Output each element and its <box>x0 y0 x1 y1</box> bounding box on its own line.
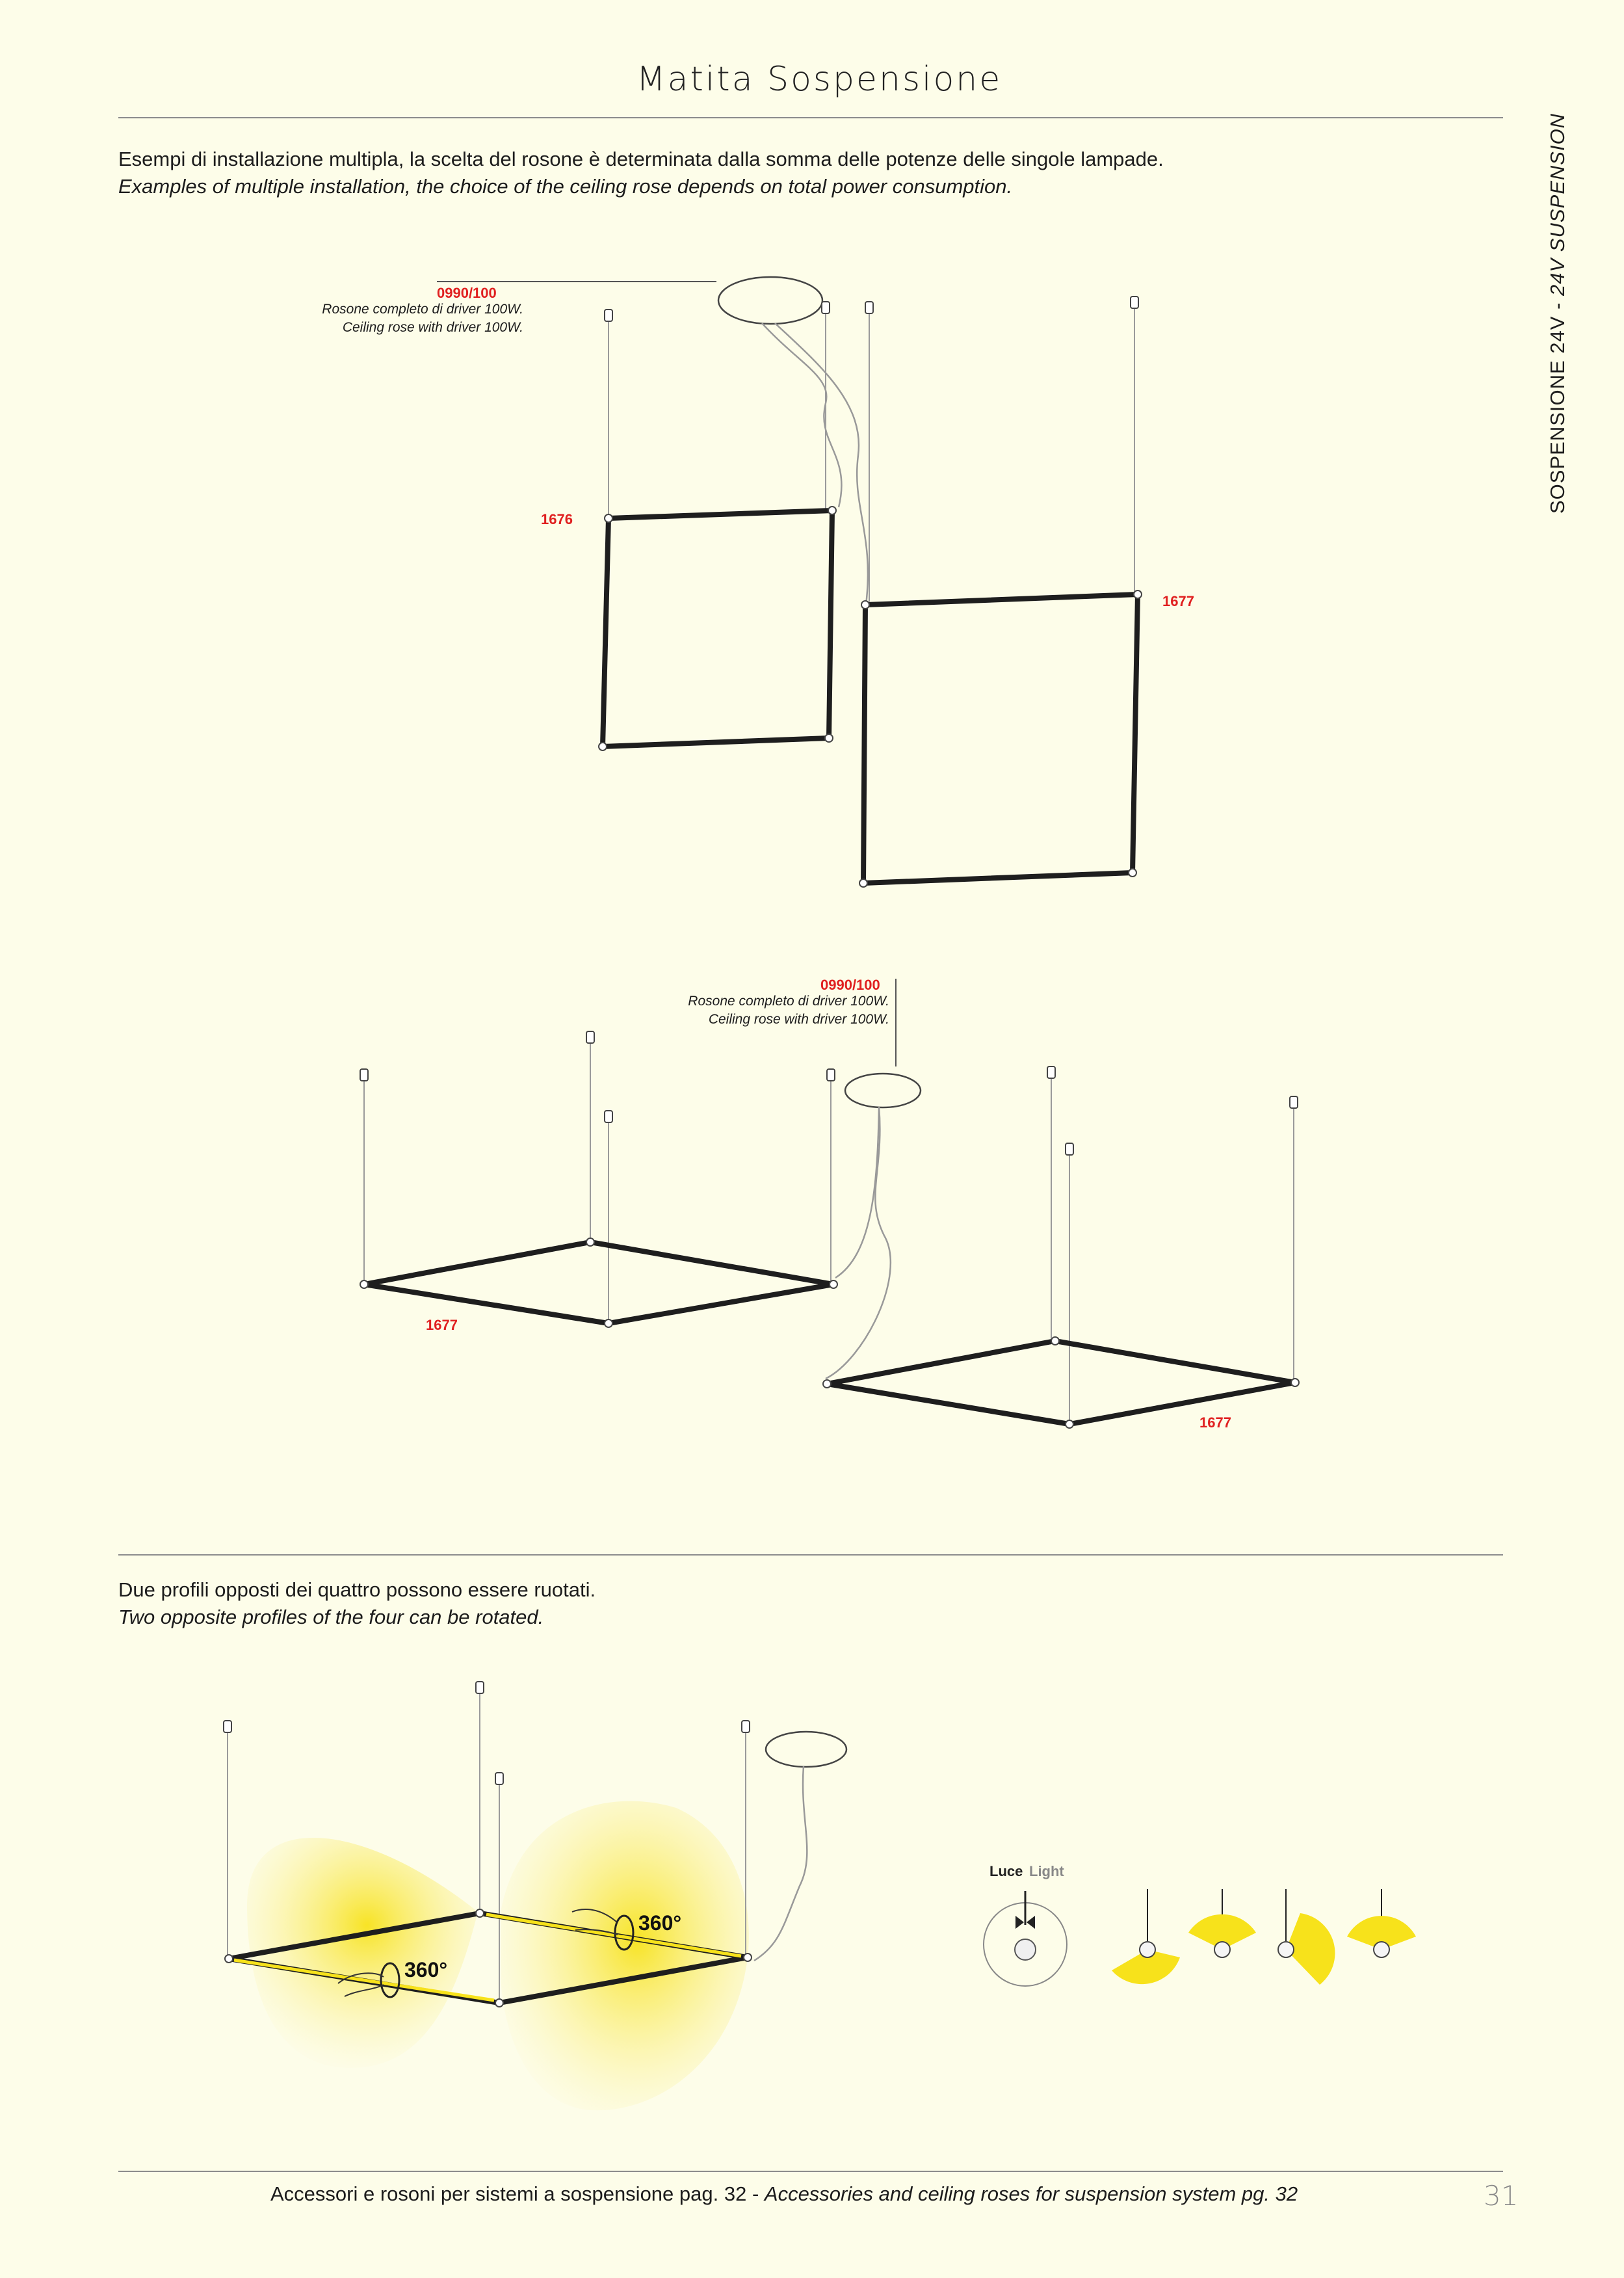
d2-label-right: 1677 <box>1199 1414 1231 1431</box>
left-light-beam <box>247 1838 478 2068</box>
legend-word-it: Luce <box>989 1863 1023 1879</box>
rotation-label-left: 360° <box>404 1958 448 1981</box>
d1-rose-code: 0990/100 <box>437 285 497 301</box>
side-label-it: SOSPENSIONE 24V <box>1546 315 1569 514</box>
diagram1-vertical-squares <box>437 277 1142 887</box>
legend-word-en: Light <box>1029 1863 1064 1879</box>
d1-label-1677: 1677 <box>1162 593 1194 609</box>
legend-profile-section <box>1015 1939 1036 1960</box>
orientation-down <box>1112 1889 1180 1984</box>
d1-label-1676: 1676 <box>541 511 573 527</box>
d2-rose-note-it: Rosone completo di driver 100W. <box>688 994 889 1009</box>
d2-label-left: 1677 <box>426 1317 458 1333</box>
d2-frame-right <box>827 1341 1295 1424</box>
page-title: Matita Sospensione <box>636 60 1002 99</box>
d1-frame-1677 <box>863 594 1138 883</box>
page-number: 31 <box>1484 2180 1519 2212</box>
d2-cable <box>826 1107 891 1379</box>
d1-cable-b <box>775 323 868 605</box>
section1-text-it: Esempi di installazione multipla, la scelta del rosone è determinata dalla somma delle potenze delle singole lampade. <box>118 148 1164 170</box>
d1-frame-1676 <box>603 510 832 747</box>
side-label-separator: - <box>1546 302 1569 310</box>
d3-cable <box>754 1766 807 1961</box>
d2-rose-note-en: Ceiling rose with driver 100W. <box>708 1012 889 1027</box>
footer-text <box>270 2182 1298 2206</box>
d2-rose-code: 0990/100 <box>820 977 880 993</box>
d2-frame-left <box>364 1242 833 1323</box>
orientation-up <box>1188 1889 1256 1957</box>
d1-ceiling-rose <box>718 277 822 324</box>
footer-text-it: Accessori e rosoni per sistemi a sospensione pag. 32 - <box>270 2182 765 2205</box>
d1-cable-a <box>762 323 841 507</box>
orientation-up-wide <box>1347 1889 1416 1957</box>
side-label-en: 24V SUSPENSION <box>1546 113 1569 296</box>
d1-rose-note-en: Ceiling rose with driver 100W. <box>342 320 523 335</box>
d2-ceiling-rose <box>845 1074 921 1107</box>
d3-ceiling-rose <box>766 1732 846 1767</box>
light-direction-legend <box>984 1863 1416 1986</box>
diagram2-horizontal-squares <box>360 979 1299 1428</box>
section2-text-it: Due profili opposti dei quattro possono essere ruotati. <box>118 1578 596 1601</box>
d2-cable-b <box>835 1107 879 1278</box>
diagram3-rotation <box>224 1682 846 2110</box>
footer-rule <box>118 2171 1503 2172</box>
section2-text-en: Two opposite profiles of the four can be rotated. <box>118 1606 544 1628</box>
rotation-label-right: 360° <box>638 1911 682 1935</box>
orientation-side <box>1278 1889 1335 1985</box>
right-light-beam <box>501 1801 749 2111</box>
section1-text-en: Examples of multiple installation, the choice of the ceiling rose depends on total power consumption. <box>118 175 1013 198</box>
footer-text-en: Accessories and ceiling roses for suspension system pg. 32 <box>764 2182 1298 2205</box>
d1-rose-note-it: Rosone completo di driver 100W. <box>322 302 523 317</box>
